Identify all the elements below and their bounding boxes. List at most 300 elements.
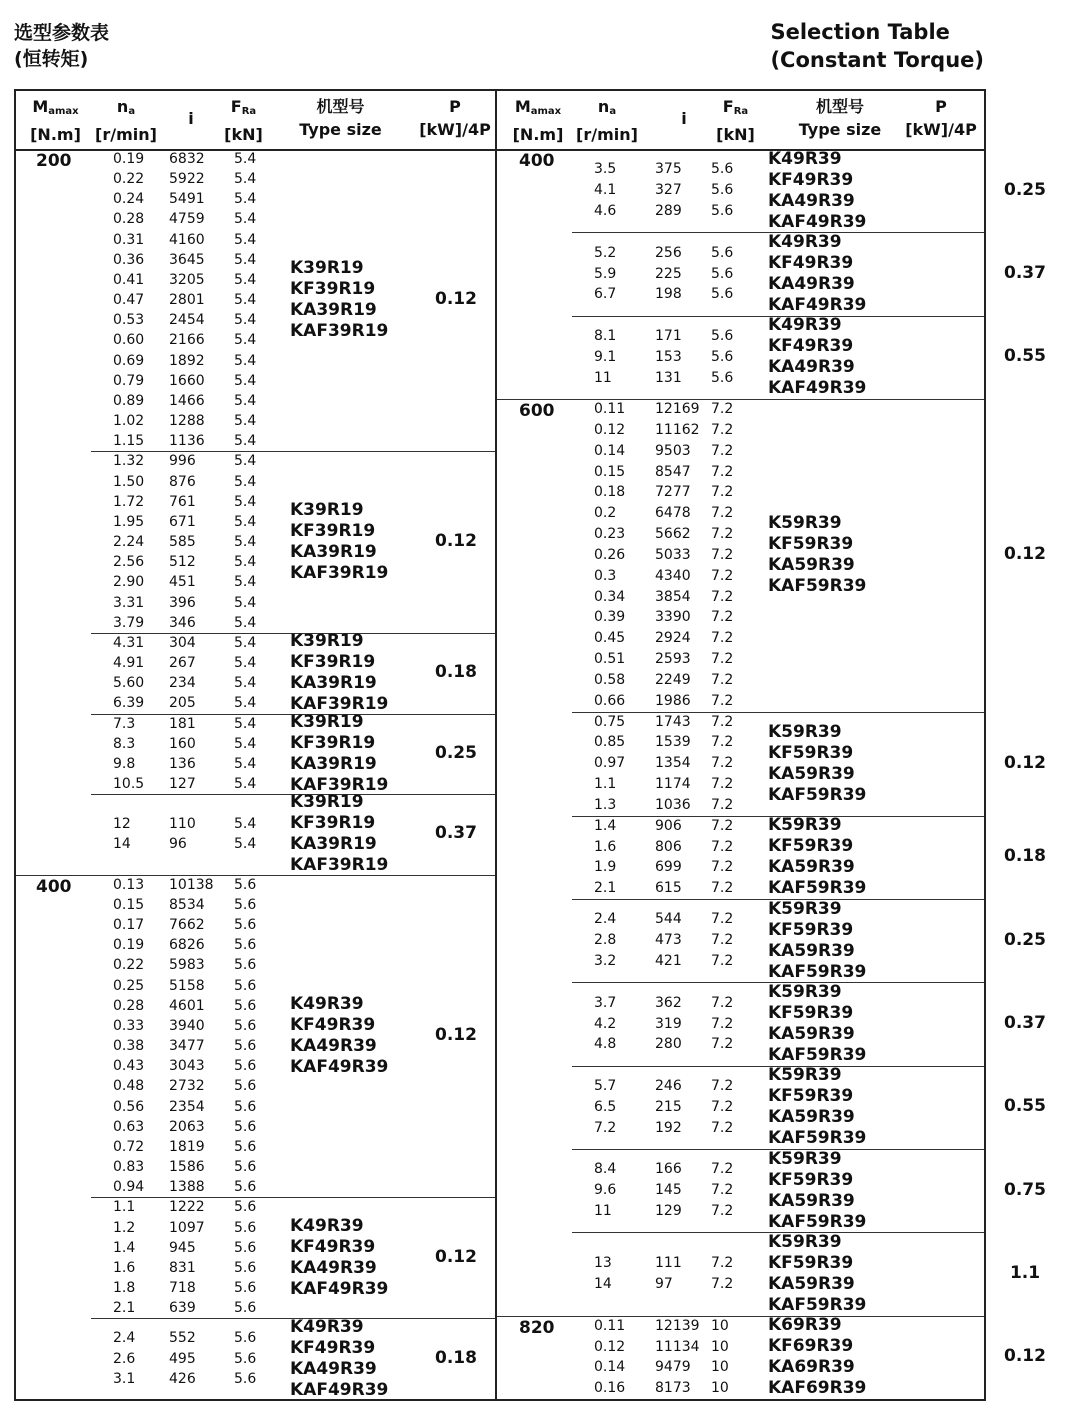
na-value: 1.2 [113,1219,136,1236]
fra-value: 7.2 [711,1078,734,1095]
fra-value: 7.2 [711,1182,734,1199]
fra-value: 7.2 [711,1119,734,1136]
header-na [91,95,161,146]
na-value: 0.75 [594,713,626,730]
fra-value: 5.6 [234,876,257,893]
na-value: 0.28 [113,997,145,1014]
ratio-value: 5922 [169,171,205,188]
fra-value: 5.4 [234,715,257,732]
ratio-value: 181 [169,715,196,732]
type-size-list [768,315,866,399]
na-value: 0.51 [594,651,626,667]
na-value: 0.11 [594,401,626,417]
type-size: KAF59R39 [768,784,867,805]
fra-value: 5.6 [234,1350,257,1367]
header-fra-symbol: F [230,97,242,116]
subgroup-divider [91,1197,495,1198]
type-size: K49R39 [768,232,842,252]
power-value: 0.75 [1004,1179,1046,1200]
ratio-value: 3940 [169,1017,205,1034]
ratio-value: 225 [655,265,682,282]
type-size: K39R19 [290,631,364,652]
type-size: KF49R39 [768,336,854,357]
na-value: 1.32 [113,453,145,470]
ratio-value: 1222 [169,1199,205,1216]
ratio-value: 5983 [169,957,205,974]
na-value: 10.5 [113,776,145,792]
na-value: 8.4 [594,1161,617,1178]
type-size-list [290,994,388,1078]
ratio-value: 5491 [169,191,205,208]
type-size: KF69R39 [768,1336,854,1357]
na-value: 0.72 [113,1138,145,1155]
na-value: 1.4 [594,817,617,834]
type-size: K49R39 [290,1215,364,1236]
fra-value: 5.6 [711,348,734,365]
na-value: 9.6 [594,1182,617,1199]
fra-value: 5.4 [234,413,257,430]
type-size-list [768,149,866,233]
type-size: K39R19 [290,500,364,521]
type-size: KAF49R39 [768,211,867,232]
fra-value: 5.4 [234,292,257,309]
fra-value: 7.2 [711,630,734,647]
fra-value: 7.2 [711,1098,734,1115]
type-size: KA39R19 [290,673,377,694]
type-size: KAF39R19 [290,321,389,342]
type-size: K39R19 [290,258,364,279]
na-value: 0.34 [594,588,626,605]
type-size: KAF59R39 [768,1045,867,1065]
type-size-list [768,1232,866,1316]
na-value: 1.3 [594,796,617,813]
fra-value: 7.2 [711,651,734,667]
ratio-value: 7662 [169,917,205,934]
type-size: KF39R19 [290,521,376,542]
ratio-value: 3205 [169,271,205,288]
header-na-subscript: a [609,106,617,117]
na-value: 0.53 [113,312,145,329]
power-value: 0.18 [435,1347,477,1368]
ratio-value: 6478 [655,505,691,522]
ratio-value: 267 [169,655,196,672]
type-size: KAF59R39 [768,961,867,982]
torque-value: 400 [36,876,72,897]
na-value: 3.5 [594,161,617,178]
na-value: 13 [594,1255,612,1272]
ratio-value: 1036 [655,796,691,813]
type-size: K39R19 [290,711,364,732]
ratio-value: 8173 [655,1380,691,1397]
header-mamax [28,95,83,146]
type-size-list [768,1065,866,1149]
header-power [901,95,981,141]
header-fra-subscript: Ra [733,106,749,117]
na-value: 2.4 [113,1330,136,1347]
type-size: KAF49R39 [290,1057,389,1078]
na-value: 0.16 [594,1380,626,1397]
fra-value: 7.2 [711,880,734,897]
type-size: K49R39 [290,994,364,1015]
header-mamax-subscript: amax [48,106,79,117]
fra-value: 7.2 [711,953,734,970]
fra-value: 7.2 [711,442,734,459]
subgroup-divider [91,451,495,452]
ratio-value: 12139 [655,1317,700,1334]
fra-value: 10 [711,1359,729,1376]
fra-value: 7.2 [711,526,734,542]
na-value: 0.41 [113,271,145,288]
fra-value: 5.6 [234,1330,257,1347]
header-na-symbol: n [597,97,610,116]
na-value: 2.8 [594,932,617,949]
header-power-unit: [kW]/4P [419,120,491,139]
ratio-value: 97 [655,1276,673,1292]
type-size-list [768,513,866,597]
na-value: 0.56 [113,1098,145,1115]
fra-value: 7.2 [711,692,734,709]
fra-value: 5.4 [234,231,257,248]
fra-value: 7.2 [711,838,734,855]
type-size: K49R39 [768,148,842,169]
type-size: KF59R39 [768,1169,854,1190]
type-size-list [290,631,388,715]
ratio-value: 3390 [655,609,691,626]
ratio-value: 585 [169,534,196,551]
na-value: 5.2 [594,244,617,261]
fra-value: 5.4 [234,816,257,833]
fra-value: 5.6 [711,244,734,261]
fra-value: 5.6 [711,161,734,178]
header-type-size-symbol: 机型号 [815,97,864,116]
na-value: 12 [113,816,131,833]
na-value: 9.1 [594,348,617,365]
ratio-value: 671 [169,513,196,530]
type-size: KA69R39 [768,1357,855,1378]
fra-value: 5.6 [234,1259,257,1276]
na-value: 3.31 [113,594,145,611]
na-value: 0.45 [594,630,626,647]
na-value: 0.89 [113,392,145,409]
fra-value: 7.2 [711,817,734,834]
fra-value: 5.4 [234,513,257,530]
na-value: 0.48 [113,1078,145,1095]
fra-value: 5.6 [234,1118,257,1135]
ratio-value: 699 [655,859,682,876]
ratio-value: 11162 [655,421,700,438]
title-en [770,18,984,74]
na-value: 0.63 [113,1118,145,1135]
fra-value: 7.2 [711,567,734,584]
fra-value: 5.4 [234,271,257,288]
fra-value: 7.2 [711,671,734,688]
fra-value: 5.4 [234,453,257,470]
na-value: 0.24 [113,191,145,208]
ratio-value: 1892 [169,352,205,369]
fra-value: 7.2 [711,421,734,438]
header-type-size [785,95,895,141]
fra-value: 5.4 [234,594,257,611]
ratio-value: 6832 [169,151,205,167]
type-size: KA39R19 [290,753,377,774]
fra-value: 5.6 [234,1098,257,1115]
power-value: 0.37 [1004,263,1046,283]
type-size: KAF39R19 [290,694,389,715]
header-mamax-symbol: M [514,97,531,116]
ratio-value: 362 [655,994,682,1011]
ratio-value: 289 [655,203,682,220]
ratio-value: 4759 [169,211,205,228]
na-value: 0.43 [113,1058,145,1075]
na-value: 1.9 [594,859,617,876]
ratio-value: 5158 [169,977,205,994]
ratio-value: 234 [169,675,196,692]
na-value: 11 [594,369,612,386]
na-value: 1.1 [113,1199,136,1216]
header-i-symbol: i [681,109,687,128]
fra-value: 5.6 [234,1058,257,1075]
na-value: 2.56 [113,554,145,571]
fra-value: 5.6 [234,1300,257,1317]
na-value: 0.14 [594,442,626,459]
ratio-value: 5662 [655,526,691,542]
type-size: KF49R39 [768,169,854,190]
ratio-value: 426 [169,1370,196,1387]
na-value: 4.1 [594,182,617,199]
na-value: 0.22 [113,957,145,974]
power-value: 0.12 [1004,752,1046,773]
fra-value: 5.6 [234,1219,257,1236]
na-value: 3.79 [113,614,145,631]
type-size: KA39R19 [290,834,377,855]
type-size: KAF39R19 [290,774,389,795]
na-value: 3.7 [594,994,617,1011]
header-power-unit: [kW]/4P [905,120,977,139]
na-value: 0.19 [113,151,145,167]
type-size: KF49R39 [768,253,854,273]
type-size: KF49R39 [290,1236,376,1257]
fra-value: 7.2 [711,713,734,730]
na-value: 0.3 [594,567,617,584]
ratio-value: 761 [169,493,196,510]
ratio-value: 11134 [655,1338,700,1355]
type-size: KA59R39 [768,940,855,961]
type-size-list [768,1315,866,1399]
header-mamax [509,95,567,146]
na-value: 1.50 [113,473,145,490]
fra-value: 5.4 [234,392,257,409]
fra-value: 7.2 [711,796,734,813]
fra-value: 5.6 [234,1199,257,1216]
type-size-list [768,982,866,1066]
na-value: 1.4 [113,1239,136,1256]
fra-value: 5.4 [234,191,257,208]
type-size: KA39R19 [290,542,377,563]
ratio-value: 876 [169,473,196,490]
fra-value: 5.4 [234,312,257,329]
type-size-list [290,1317,388,1401]
ratio-value: 552 [169,1330,196,1347]
type-size: K59R39 [768,815,842,836]
fra-value: 5.4 [234,332,257,349]
na-value: 4.31 [113,634,145,651]
type-size: K59R39 [768,1148,842,1169]
ratio-value: 160 [169,735,196,752]
fra-value: 5.4 [234,554,257,571]
fra-value: 5.4 [234,574,257,591]
fra-value: 5.4 [234,171,257,188]
torque-value: 600 [519,401,555,421]
na-value: 1.1 [594,776,617,792]
type-size: KA49R39 [290,1036,377,1057]
fra-value: 10 [711,1317,729,1334]
na-value: 2.24 [113,534,145,551]
ratio-value: 615 [655,880,682,897]
power-value: 0.25 [1004,179,1046,200]
header-na-subscript: a [128,106,136,117]
fra-value: 7.2 [711,776,734,792]
type-size: KA49R39 [290,1257,377,1278]
header-power-symbol: P [449,97,461,116]
fra-value: 7.2 [711,546,734,563]
type-size-list [290,792,388,876]
na-value: 0.69 [113,352,145,369]
power-value: 0.55 [1004,1096,1046,1117]
type-size: K59R39 [768,898,842,919]
power-value: 0.18 [1004,846,1046,867]
na-value: 2.4 [594,911,617,928]
header-type-size-unit: Type size [798,120,882,139]
na-value: 0.12 [594,1338,626,1355]
type-size: KA49R39 [768,274,855,294]
na-value: 4.91 [113,655,145,672]
na-value: 6.39 [113,695,145,712]
type-size: KAF69R39 [768,1378,867,1399]
ratio-value: 96 [169,836,187,853]
na-value: 0.14 [594,1359,626,1376]
fra-value: 7.2 [711,484,734,501]
fra-value: 7.2 [711,994,734,1011]
ratio-value: 831 [169,1259,196,1276]
na-value: 0.19 [113,937,145,954]
ratio-value: 718 [169,1280,196,1297]
na-value: 1.8 [113,1280,136,1297]
fra-value: 5.6 [234,977,257,994]
header-fra [713,95,758,146]
type-size: KAF59R39 [768,1128,867,1149]
type-size: KAF59R39 [768,878,867,899]
na-value: 0.58 [594,671,626,688]
ratio-value: 256 [655,244,682,261]
ratio-value: 1388 [169,1179,205,1196]
type-size: KF49R39 [290,1015,376,1036]
fra-value: 5.6 [234,1017,257,1034]
table-header [497,91,984,151]
type-size: K59R39 [768,982,842,1002]
na-value: 0.39 [594,609,626,626]
na-value: 5.7 [594,1078,617,1095]
type-size: K49R39 [768,315,842,336]
na-value: 0.31 [113,231,145,248]
fra-value: 10 [711,1338,729,1355]
na-value: 1.6 [113,1259,136,1276]
type-size: KA39R19 [290,300,377,321]
fra-value: 5.4 [234,493,257,510]
na-value: 4.2 [594,1015,617,1032]
fra-value: 5.4 [234,655,257,672]
na-value: 0.23 [594,526,626,542]
ratio-value: 3043 [169,1058,205,1075]
na-value: 2.90 [113,574,145,591]
header-type-size-symbol: 机型号 [316,97,365,116]
na-value: 0.66 [594,692,626,709]
fra-value: 5.4 [234,352,257,369]
ratio-value: 495 [169,1350,196,1367]
torque-value: 200 [36,151,72,171]
type-size: KF59R39 [768,1086,854,1107]
ratio-value: 8534 [169,896,205,913]
na-value: 0.25 [113,977,145,994]
ratio-value: 1743 [655,713,691,730]
ratio-value: 1174 [655,776,691,792]
power-value: 1.1 [1009,1263,1041,1283]
ratio-value: 1136 [169,433,205,450]
fra-value: 5.6 [234,1280,257,1297]
type-size-list [290,258,388,342]
fra-value: 5.4 [234,251,257,268]
ratio-value: 131 [655,369,682,386]
type-size: KF39R19 [290,279,376,300]
ratio-value: 2593 [655,651,691,667]
type-size: KA59R39 [768,1024,855,1044]
fra-value: 5.6 [711,203,734,220]
power-value: 0.12 [1004,1346,1046,1367]
type-size: KF59R39 [768,1003,854,1023]
power-value: 0.12 [435,289,477,310]
header-type-size-unit: Type size [299,120,382,139]
header-mamax-symbol: M [32,97,49,116]
na-value: 7.3 [113,715,136,732]
ratio-value: 198 [655,286,682,303]
header-power [414,95,496,141]
na-value: 2.1 [594,880,617,897]
type-size: KA49R39 [768,357,855,378]
na-value: 0.22 [113,171,145,188]
fra-value: 5.6 [711,328,734,345]
type-size: KAF49R39 [768,295,867,315]
fra-value: 5.4 [234,836,257,853]
ratio-value: 2354 [169,1098,205,1115]
type-size: KF39R19 [290,813,376,834]
type-size: KF59R39 [768,1253,854,1273]
title-en-line1: Selection Table [770,20,950,44]
fra-value: 5.4 [234,634,257,651]
title-en-line2: (Constant Torque) [770,48,984,72]
fra-value: 7.2 [711,401,734,417]
type-size: K59R39 [768,1232,842,1252]
type-size: KA59R39 [768,1190,855,1211]
fra-value: 5.4 [234,473,257,490]
type-size: KF59R39 [768,742,854,763]
fra-value: 5.6 [711,369,734,386]
header-na [572,95,642,146]
type-size: KAF59R39 [768,576,867,597]
fra-value: 7.2 [711,1036,734,1053]
ratio-value: 4340 [655,567,691,584]
na-value: 11 [594,1203,612,1220]
type-size: K39R19 [290,792,364,813]
fra-value: 5.4 [234,675,257,692]
